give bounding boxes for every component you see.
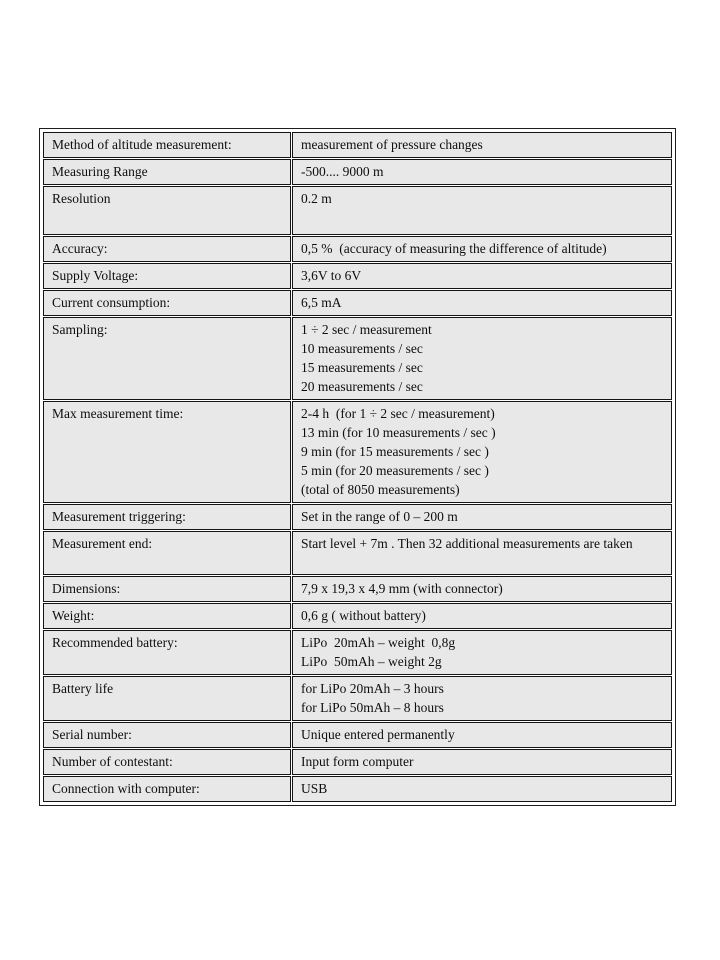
spec-value-line: 20 measurements / sec	[301, 379, 423, 394]
spec-value-cell	[292, 290, 672, 316]
spec-label-cell: Recommended battery:	[43, 630, 291, 675]
spec-value-cell	[292, 722, 672, 748]
spec-value-line: 13 min (for 10 measurements / sec )	[301, 425, 496, 440]
spec-value-cell	[292, 159, 672, 185]
spec-row	[43, 401, 672, 503]
spec-value-line: 2-4 h (for 1 ÷ 2 sec / measurement)	[301, 406, 495, 421]
spec-label-cell: Supply Voltage:	[43, 263, 291, 289]
spec-row	[43, 263, 672, 289]
spec-value-line: Unique entered permanently	[301, 727, 455, 742]
spec-label-cell: Sampling:	[43, 317, 291, 400]
spec-row	[43, 749, 672, 775]
spec-value-cell	[292, 676, 672, 721]
spec-label-cell: Battery life	[43, 676, 291, 721]
spec-row	[43, 290, 672, 316]
spec-row	[43, 722, 672, 748]
spec-row	[43, 236, 672, 262]
spec-value-cell	[292, 186, 672, 235]
spec-value-cell	[292, 776, 672, 802]
spec-label-cell: Resolution	[43, 186, 291, 235]
spec-value-line: measurement of pressure changes	[301, 137, 483, 152]
spec-value-line: 0.2 m	[301, 191, 332, 206]
spec-table-grid	[42, 131, 673, 803]
spec-value-line: Set in the range of 0 – 200 m	[301, 509, 458, 524]
spec-row	[43, 159, 672, 185]
spec-row	[43, 504, 672, 530]
spec-value-line: 7,9 x 19,3 x 4,9 mm (with connector)	[301, 581, 503, 596]
spec-label-cell: Serial number:	[43, 722, 291, 748]
spec-label-cell: Connection with computer:	[43, 776, 291, 802]
spec-value-line: LiPo 20mAh – weight 0,8g	[301, 635, 456, 650]
spec-row	[43, 776, 672, 802]
spec-value-line: Start level + 7m . Then 32 additional measurements are taken	[301, 536, 633, 551]
spec-table-body	[43, 132, 672, 802]
spec-value-line: for LiPo 50mAh – 8 hours	[301, 700, 444, 715]
spec-value-line: -500.... 9000 m	[301, 164, 384, 179]
spec-value-line: 3,6V to 6V	[301, 268, 362, 283]
spec-row	[43, 531, 672, 575]
spec-value-cell	[292, 236, 672, 262]
spec-value-cell	[292, 531, 672, 575]
spec-row	[43, 132, 672, 158]
spec-value-line: (total of 8050 measurements)	[301, 482, 460, 497]
spec-row	[43, 186, 672, 235]
spec-label-cell: Method of altitude measurement:	[43, 132, 291, 158]
spec-value-line: USB	[301, 781, 328, 796]
spec-value-line: for LiPo 20mAh – 3 hours	[301, 681, 444, 696]
spec-value-line: 10 measurements / sec	[301, 341, 423, 356]
spec-value-cell	[292, 603, 672, 629]
spec-value-cell	[292, 317, 672, 400]
spec-value-line: 5 min (for 20 measurements / sec )	[301, 463, 489, 478]
spec-row	[43, 317, 672, 400]
spec-value-line: 9 min (for 15 measurements / sec )	[301, 444, 489, 459]
spec-label-cell: Measurement triggering:	[43, 504, 291, 530]
spec-row	[43, 576, 672, 602]
spec-value-line: Input form computer	[301, 754, 414, 769]
spec-value-cell	[292, 132, 672, 158]
spec-value-cell	[292, 749, 672, 775]
spec-value-cell	[292, 263, 672, 289]
spec-label-cell: Measurement end:	[43, 531, 291, 575]
spec-value-line: 15 measurements / sec	[301, 360, 423, 375]
spec-value-cell	[292, 630, 672, 675]
spec-table	[39, 128, 676, 806]
spec-row	[43, 603, 672, 629]
spec-value-line: 0,5 % (accuracy of measuring the difference of altitude)	[301, 241, 607, 256]
spec-row	[43, 676, 672, 721]
spec-label-cell: Dimensions:	[43, 576, 291, 602]
spec-row	[43, 630, 672, 675]
spec-value-line: 1 ÷ 2 sec / measurement	[301, 322, 432, 337]
spec-label-cell: Accuracy:	[43, 236, 291, 262]
spec-value-cell	[292, 401, 672, 503]
spec-value-cell	[292, 576, 672, 602]
spec-value-line: LiPo 50mAh – weight 2g	[301, 654, 442, 669]
spec-value-cell	[292, 504, 672, 530]
spec-label-cell: Max measurement time:	[43, 401, 291, 503]
spec-label-cell: Current consumption:	[43, 290, 291, 316]
spec-label-cell: Measuring Range	[43, 159, 291, 185]
spec-label-cell: Weight:	[43, 603, 291, 629]
spec-value-line: 0,6 g ( without battery)	[301, 608, 426, 623]
spec-label-cell: Number of contestant:	[43, 749, 291, 775]
spec-value-line: 6,5 mA	[301, 295, 342, 310]
